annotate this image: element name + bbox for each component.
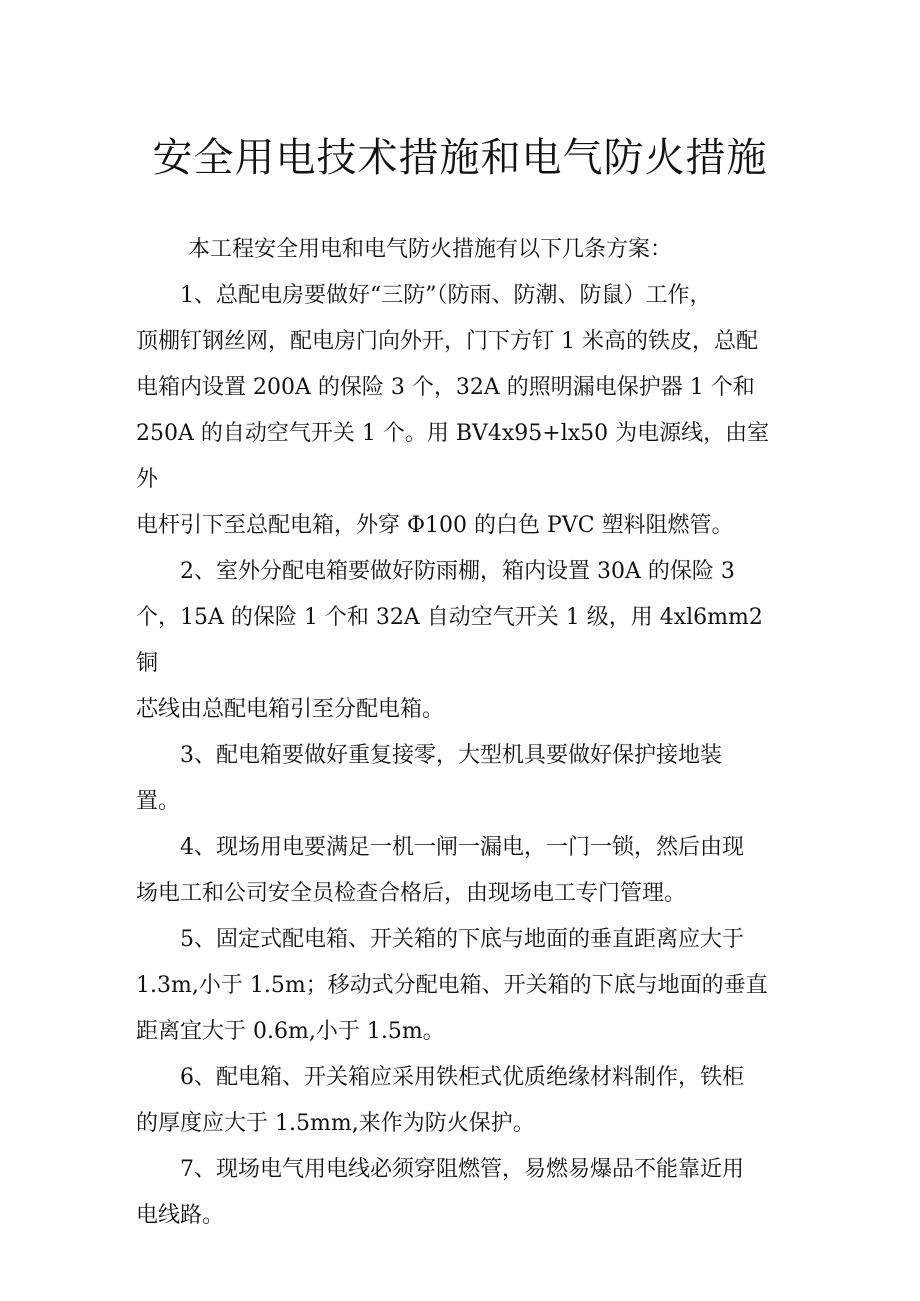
paragraph-line: 6、配电箱、开关箱应采用铁柜式优质绝缘材料制作，铁柜 [180, 1065, 744, 1090]
paragraph-line: 场电工和公司安全员检查合格后，由现场电工专门管理。 [136, 881, 687, 906]
paragraph-line: 2、室外分配电箱要做好防雨棚，箱内设置 30A 的保险 3 [180, 559, 735, 584]
paragraph-line: 个，15A 的保险 1 个和 32A 自动空气开关 1 级，用 4xl6mm2 铜 [136, 605, 763, 676]
paragraph-line: 3、配电箱要做好重复接零，大型机具要做好保护接地装 [180, 743, 722, 768]
paragraph-line: 1、总配电房要做好“三防”（防雨、防潮、防鼠）工作， [180, 283, 712, 308]
document-title: 安全用电技术措施和电气防火措施 [152, 135, 768, 181]
paragraph-line: 电箱内设置 200A 的保险 3 个，32A 的照明漏电保护器 1 个和 [136, 375, 755, 400]
paragraph-line: 顶棚钉钢丝网，配电房门向外开，门下方钉 1 米高的铁皮，总配 [136, 329, 758, 354]
intro-paragraph: 本工程安全用电和电气防火措施有以下几条方案： [188, 237, 673, 262]
measure-item-6 [136, 1055, 778, 1147]
paragraph-line: 距离宜大于 0.6m,小于 1.5m。 [136, 1019, 445, 1044]
measure-item-7 [136, 1147, 778, 1239]
document-body [136, 227, 778, 1239]
paragraph-line: 250A 的自动空气开关 1 个。用 BV4x95+lx50 为电源线，由室外 [136, 421, 770, 492]
paragraph-line: 7、现场电气用电线必须穿阻燃管，易燃易爆品不能靠近用 [180, 1157, 744, 1182]
measure-item-4 [136, 825, 778, 917]
measure-item-1 [136, 273, 778, 549]
paragraph-line: 电线路。 [136, 1203, 225, 1228]
paragraph-line: 4、现场用电要满足一机一闸一漏电，一门一锁，然后由现 [180, 835, 744, 860]
measure-item-3 [136, 733, 778, 825]
measure-item-5 [136, 917, 778, 1055]
measure-item-2 [136, 549, 778, 733]
paragraph-line: 1.3m,小于 1.5m；移动式分配电箱、开关箱的下底与地面的垂直 [136, 973, 768, 998]
paragraph-line: 芯线由总配电箱引至分配电箱。 [136, 697, 445, 722]
paragraph-line: 电杆引下至总配电箱，外穿 Φ100 的白色 PVC 塑料阻燃管。 [136, 513, 734, 538]
paragraph-line: 的厚度应大于 1.5mm,来作为防火保护。 [136, 1111, 535, 1136]
paragraph-line: 5、固定式配电箱、开关箱的下底与地面的垂直距离应大于 [180, 927, 744, 952]
paragraph-line: 置。 [136, 789, 181, 814]
